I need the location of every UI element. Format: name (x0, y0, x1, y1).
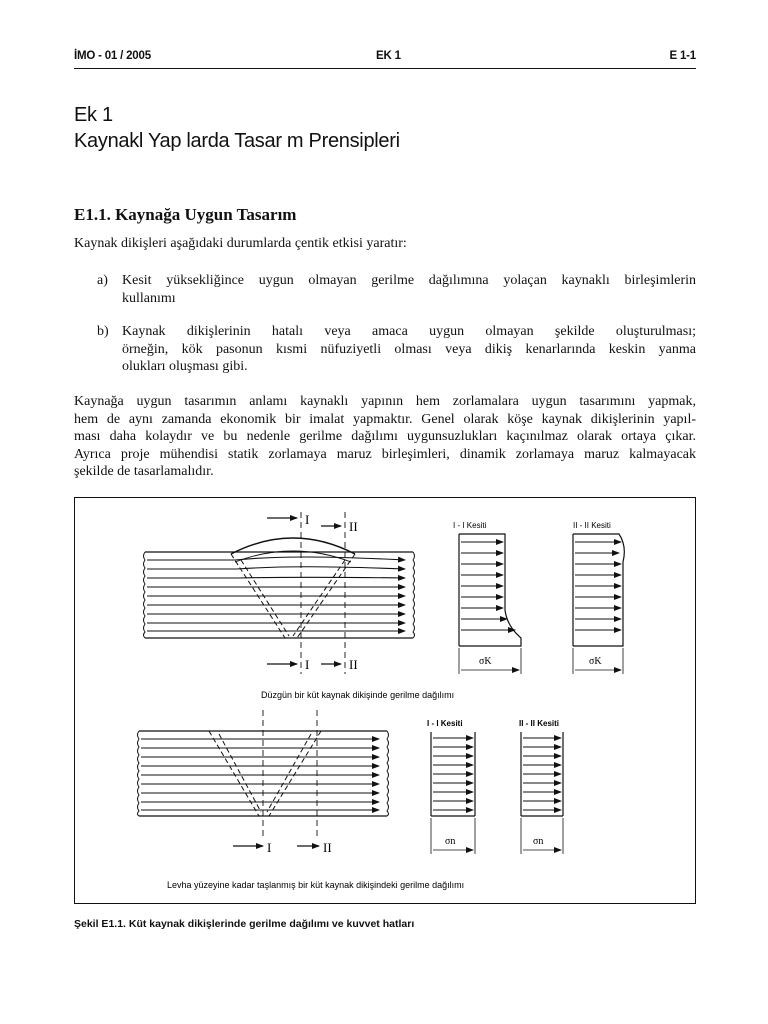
section-marker-i-top: I (305, 512, 310, 527)
header-rule (74, 68, 696, 69)
body-paragraph (74, 393, 696, 481)
paragraph-line: ması daha kolaydır ve bu nedenle gerilme dağılımı uygunsuzlukları kaçınılmaz olarak ortaya çıkar. (74, 429, 696, 444)
paragraph-line: Ayrıca proje mühendisi statik zorlamaya maruz birleşimleri, dinamik zorlamaya maruz kalmayacak (74, 446, 696, 462)
top-plate-group (144, 512, 415, 674)
page-header (74, 50, 696, 68)
bottom-plate-group (138, 710, 389, 846)
list-item (74, 272, 696, 312)
figure-caption: Şekil E1.1. Küt kaynak dikişlerinde gerilme dağılımı ve kuvvet hatları (74, 918, 415, 930)
list-item-line: örneğin, kök pasonun kısmi nüfuziyetli olması veya dikiş kenarlarında keskin yanma (122, 341, 696, 357)
sigma-k-label-1: σK (479, 656, 492, 667)
header-publication: İMO - 01 / 2005 (74, 50, 151, 62)
list-item-line: olukları oluşması gibi. (122, 359, 248, 374)
section-title: E1.1. Kaynağa Uygun Tasarım (74, 205, 297, 224)
list-item-line: kullanımı (122, 290, 176, 306)
list-marker: a) (97, 273, 108, 288)
appendix-heading: Kaynakl Yap larda Tasar m Prensipleri (74, 130, 400, 152)
paragraph-line: şekilde de tasarlamalıdır. (74, 464, 214, 479)
list-item-line: Kaynak dikişlerinin hatalı veya amaca uygun olmayan şekilde oluşturulması; (122, 324, 696, 339)
section-label-ii-ii-bottom: II - II Kesiti (519, 719, 560, 728)
section-marker-i-bottom: I (305, 657, 310, 672)
list-item (74, 323, 696, 381)
header-section: EK 1 (376, 50, 401, 62)
paragraph-line: Kaynağa uygun tasarımın anlamı kaynaklı yapının hem zorlamalara uygun tasarımını yapmak, (74, 394, 696, 409)
appendix-number: Ek 1 (74, 104, 113, 126)
top-figure-caption: Düzgün bir küt kaynak dikişinde gerilme dağılımı (261, 690, 455, 700)
stress-profile-ii-ii-top (573, 534, 624, 674)
section-label-i-i-top: I - I Kesiti (453, 521, 487, 530)
section-marker-ii-lower: II (323, 840, 332, 855)
stress-profile-i-i-top (459, 534, 521, 674)
sigma-n-label-2: σn (533, 836, 544, 847)
list-marker: b) (97, 324, 109, 339)
section-marker-ii-bottom: II (349, 657, 358, 672)
figure-e1-1 (74, 497, 696, 904)
section-marker-i-lower: I (267, 840, 272, 855)
section-label-ii-ii-top: II - II Kesiti (573, 521, 611, 530)
paragraph-line: hem de aynı zamanda ekonomik bir imalat yapmaktır. Genel olarak köşe kaynak dikişlerinin yapıl- (74, 411, 696, 427)
sigma-k-label-2: σK (589, 656, 602, 667)
bottom-figure-caption: Levha yüzeyine kadar taşlanmış bir küt kaynak dikişindeki gerilme dağılımı (167, 880, 465, 890)
section-label-i-i-bottom: I - I Kesiti (427, 719, 463, 728)
list-item-line: Kesit yüksekliğince uygun olmayan gerilme dağılımına yolaçan kaynaklı birleşimlerin (122, 273, 696, 288)
weld-stress-diagram (75, 498, 697, 905)
header-page-number: E 1-1 (669, 50, 696, 62)
section-intro: Kaynak dikişleri aşağıdaki durumlarda çentik etkisi yaratır: (74, 236, 407, 251)
sigma-n-label-1: σn (445, 836, 456, 847)
appendix-title (74, 102, 400, 154)
section-marker-ii-top: II (349, 519, 358, 534)
